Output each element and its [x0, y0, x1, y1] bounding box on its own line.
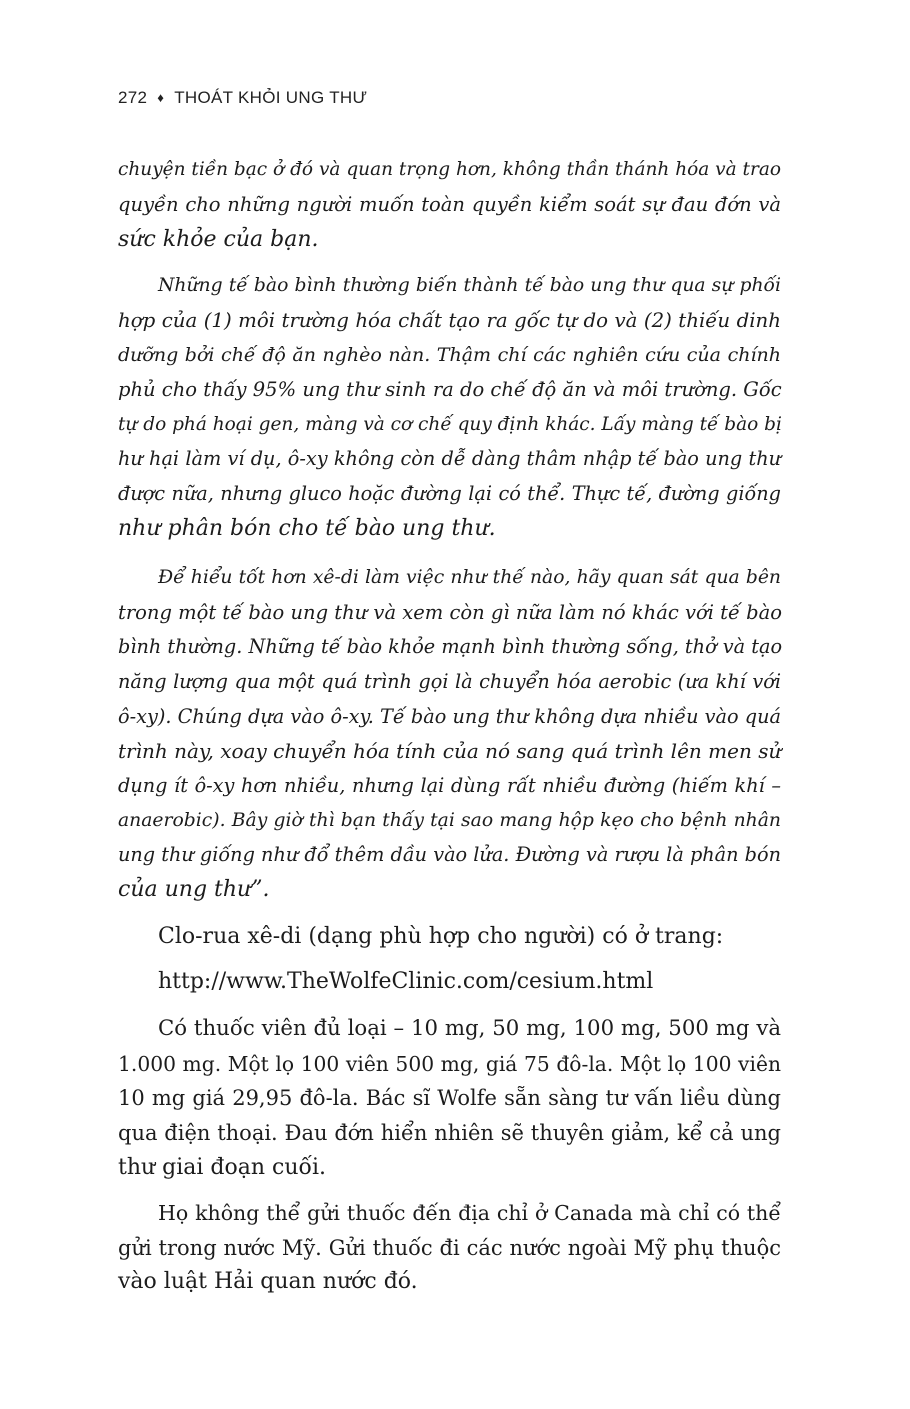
text-line: Để hiểu tốt hơn xê-di làm việc như thế nào, hãy quan sát qua bên	[158, 567, 781, 588]
text-line: dưỡng bởi chế độ ăn nghèo nàn. Thậm chí các nghiên cứu của chính	[118, 344, 781, 366]
book-title: THOÁT KHỎI UNG THƯ	[174, 88, 368, 107]
text-line: bình thường. Những tế bào khỏe mạnh bình thường sống, thở và tạo	[118, 635, 783, 658]
text-line: anaerobic). Bây giờ thì bạn thấy tại sao mang hộp kẹo cho bệnh nhân	[118, 810, 781, 831]
text-line: thư giai đoạn cuối.	[118, 1155, 327, 1180]
text-line: Có thuốc viên đủ loại – 10 mg, 50 mg, 100 mg, 500 mg và	[158, 1016, 781, 1041]
text-line: gửi trong nước Mỹ. Gửi thuốc đi các nước ngoài Mỹ phụ thuộc	[118, 1236, 781, 1260]
text-line: 1.000 mg. Một lọ 100 viên 500 mg, giá 75 đô-la. Một lọ 100 viên	[118, 1052, 781, 1076]
clinic-url: http://www.TheWolfeClinic.com/cesium.html	[158, 969, 654, 994]
text-line: phủ cho thấy 95% ung thư sinh ra do chế độ ăn và môi trường. Gốc	[118, 378, 782, 401]
text-line: vào luật Hải quan nước đó.	[118, 1269, 418, 1294]
text-line: tự do phá hoại gen, màng và cơ chế quy định khác. Lấy màng tế bào bị	[118, 414, 782, 435]
text-line: chuyện tiền bạc ở đó và quan trọng hơn, không thần thánh hóa và trao	[118, 159, 781, 180]
text-line: 10 mg giá 29,95 đô-la. Bác sĩ Wolfe sẵn sàng tư vấn liều dùng	[118, 1086, 781, 1110]
text-line: của ung thư”.	[118, 877, 270, 902]
page-number: 272	[118, 88, 148, 107]
text-line: trong một tế bào ung thư và xem còn gì nữa làm nó khác với tế bào	[118, 601, 783, 624]
text-line: Clo-rua xê-di (dạng phù hợp cho người) có ở trang:	[158, 924, 724, 949]
text-line: hư hại làm ví dụ, ô-xy không còn dễ dàng thâm nhập tế bào ung thư	[118, 447, 781, 470]
text-line: sức khỏe của bạn.	[118, 227, 319, 252]
text-line: Những tế bào bình thường biến thành tế bào ung thư qua sự phối	[158, 275, 781, 296]
text-line: dụng ít ô-xy hơn nhiều, nhưng lại dùng rất nhiều đường (hiếm khí –	[118, 774, 781, 797]
text-line: quyền cho những người muốn toàn quyền kiểm soát sự đau đớn và	[118, 193, 781, 216]
text-line: ung thư giống như đổ thêm dầu vào lửa. Đường và rượu là phân bón	[118, 843, 781, 866]
text-line: như phân bón cho tế bào ung thư.	[118, 516, 496, 541]
text-line: trình này, xoay chuyển hóa tính của nó sang quá trình lên men sử	[118, 739, 782, 763]
text-line: được nữa, nhưng gluco hoặc đường lại có thể. Thực tế, đường giống	[118, 482, 781, 505]
text-line: ô-xy). Chúng dựa vào ô-xy. Tế bào ung thư không dựa nhiều vào quá	[118, 705, 781, 728]
text-line: hợp của (1) môi trường hóa chất tạo ra gốc tự do và (2) thiếu dinh	[118, 309, 781, 332]
diamond-icon: ♦	[157, 90, 165, 105]
text-line: năng lượng qua một quá trình gọi là chuyển hóa aerobic (ưa khí với	[118, 670, 781, 693]
text-line: Họ không thể gửi thuốc đến địa chỉ ở Canada mà chỉ có thể	[158, 1201, 781, 1225]
running-header	[118, 88, 367, 108]
text-line: qua điện thoại. Đau đớn hiển nhiên sẽ thuyên giảm, kể cả ung	[118, 1121, 781, 1145]
